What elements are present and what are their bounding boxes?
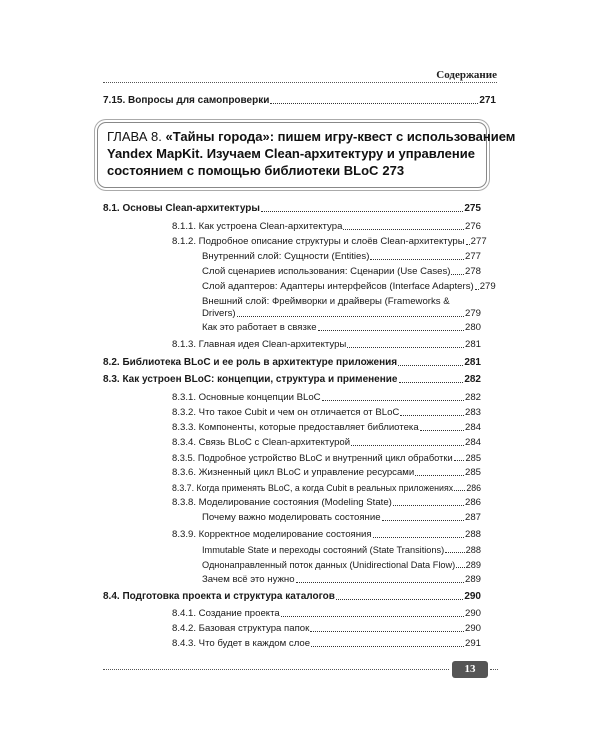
toc-entry-8-3-8[interactable]	[172, 497, 481, 509]
toc-entry-page: 290	[464, 623, 481, 634]
leader-dots	[347, 347, 464, 348]
leader-dots	[445, 552, 464, 553]
toc-entry-page: 290	[464, 591, 481, 602]
leader-dots	[400, 415, 464, 416]
toc-entry-8-4[interactable]	[103, 591, 481, 603]
leader-dots	[456, 567, 464, 568]
toc-entry-page: 289	[465, 560, 481, 570]
leader-dots	[296, 582, 464, 583]
toc-entry-title: 8.3.1. Основные концепции BLoC	[172, 392, 321, 403]
toc-entry-8-3[interactable]	[103, 374, 481, 386]
toc-entry-title: 8.3. Как устроен BLoC: концепции, структура и применение	[103, 374, 398, 385]
toc-entry-page: 277	[470, 236, 487, 247]
toc-entry-7-15[interactable]	[103, 95, 496, 107]
toc-entry-immutable-state[interactable]	[202, 544, 481, 556]
toc-entry-page: 276	[464, 221, 481, 232]
toc-entry-page: 279	[479, 281, 496, 292]
chapter-title-line3: состоянием с помощью библиотеки BLoC	[107, 163, 379, 178]
toc-entry-page: 275	[464, 203, 481, 214]
toc-entry-adapters[interactable]	[202, 281, 496, 293]
leader-dots	[370, 259, 464, 260]
leader-dots	[270, 103, 478, 104]
toc-entry-title: 8.1.2. Подробное описание структуры и слоёв Clean-архитектуры	[172, 236, 465, 247]
toc-entry-title: Слой адаптеров: Адаптеры интерфейсов (Interface Adapters)	[202, 281, 474, 292]
toc-entry-why-needed[interactable]	[202, 574, 481, 586]
toc-entry-8-4-2[interactable]	[172, 623, 481, 635]
leader-dots	[261, 211, 463, 212]
toc-entry-page: 282	[464, 374, 481, 385]
toc-entry-title: Однонаправленный поток данных (Unidirectional Data Flow)	[202, 560, 456, 570]
toc-entry-title-cont: Drivers)	[202, 308, 236, 319]
toc-entry-title: 8.3.6. Жизненный цикл BLoC и управление ресурсами	[172, 467, 415, 478]
toc-entry-8-1-1[interactable]	[172, 221, 481, 233]
leader-dots	[351, 445, 464, 446]
toc-entry-title: 8.3.3. Компоненты, которые предоставляет библиотека	[172, 422, 419, 433]
toc-entry-title: 8.4. Подготовка проекта и структура каталогов	[103, 591, 335, 602]
toc-entry-title: 8.4.1. Создание проекта	[172, 608, 280, 619]
leader-dots	[398, 365, 463, 366]
toc-entry-frameworks-line2[interactable]	[202, 308, 481, 320]
toc-entry-8-3-3[interactable]	[172, 422, 481, 434]
toc-entry-title: 8.3.5. Подробное устройство BLoC и внутренний цикл обработки	[172, 453, 453, 463]
leader-dots	[393, 505, 464, 506]
toc-entry-title: 8.3.2. Что такое Cubit и чем он отличается от BLoC	[172, 407, 400, 418]
chapter-8-heading[interactable]	[107, 128, 516, 179]
chapter-title-line2: Yandex MapKit. Изучаем Clean-архитектуру и управление	[107, 146, 475, 161]
toc-entry-page: 284	[464, 422, 481, 433]
toc-entry-inner-layer[interactable]	[202, 251, 481, 263]
toc-entry-title: 8.3.9. Корректное моделирование состояния	[172, 529, 372, 540]
leader-dots	[281, 616, 464, 617]
toc-entry-8-4-1[interactable]	[172, 608, 481, 620]
toc-entry-page: 283	[464, 407, 481, 418]
leader-dots	[466, 244, 470, 245]
toc-entry-8-3-5[interactable]	[172, 452, 481, 464]
toc-entry-page: 288	[465, 545, 481, 555]
toc-entry-page: 281	[464, 339, 481, 350]
toc-entry-8-3-1[interactable]	[172, 392, 481, 404]
toc-entry-page: 286	[466, 483, 481, 493]
leader-dots	[343, 229, 464, 230]
toc-entry-8-3-6[interactable]	[172, 467, 481, 479]
toc-entry-title: Внутренний слой: Сущности (Entities)	[202, 251, 370, 262]
toc-entry-title: 8.4.2. Базовая структура папок	[172, 623, 310, 634]
toc-entry-page: 286	[464, 497, 481, 508]
toc-entry-page: 285	[464, 467, 481, 478]
toc-entry-why-model-state[interactable]	[202, 512, 481, 524]
toc-entry-frameworks-line1[interactable]	[202, 296, 481, 308]
toc-entry-title: 8.1.3. Главная идея Clean-архитектуры	[172, 339, 347, 350]
toc-entry-title: 8.1. Основы Clean-архитектуры	[103, 203, 260, 214]
toc-entry-page: 284	[464, 437, 481, 448]
toc-entry-8-3-4[interactable]	[172, 437, 481, 449]
footer-divider-tail	[490, 669, 498, 670]
leader-dots	[373, 537, 464, 538]
toc-entry-title: Слой сценариев использования: Сценарии (Use Cases)	[202, 266, 451, 277]
chapter-prefix: ГЛАВА 8.	[107, 129, 166, 144]
running-head: Содержание	[436, 69, 497, 81]
leader-dots	[475, 289, 479, 290]
leader-dots	[382, 520, 464, 521]
leader-dots	[318, 330, 464, 331]
chapter-page: 273	[382, 163, 405, 178]
toc-entry-title: Immutable State и переходы состояний (State Transitions)	[202, 545, 445, 555]
toc-entry-page: 287	[464, 512, 481, 523]
toc-entry-page: 279	[464, 308, 481, 319]
chapter-title-line1: «Тайны города»: пишем игру-квест с использованием	[165, 129, 516, 144]
toc-entry-8-4-3[interactable]	[172, 638, 481, 650]
toc-entry-8-3-7[interactable]	[172, 482, 481, 494]
header-divider	[103, 82, 497, 83]
toc-entry-title: 8.4.3. Что будет в каждом слое	[172, 638, 311, 649]
toc-entry-title: Как это работает в связке	[202, 322, 317, 333]
toc-entry-title: Внешний слой: Фреймворки и драйверы (Frameworks &	[202, 296, 450, 307]
toc-entry-title: 8.3.4. Связь BLoC с Clean-архитектурой	[172, 437, 351, 448]
toc-entry-title: 8.2. Библиотека BLoC и ее роль в архитектуре приложения	[103, 357, 398, 368]
toc-entry-title: 8.3.8. Моделирование состояния (Modeling State)	[172, 497, 392, 508]
leader-dots	[451, 274, 464, 275]
toc-entry-how-it-works[interactable]	[202, 322, 481, 334]
toc-entry-use-cases[interactable]	[202, 266, 481, 278]
toc-entry-8-3-2[interactable]	[172, 407, 481, 419]
toc-entry-title: Почему важно моделировать состояние	[202, 512, 381, 523]
toc-entry-title: 7.15. Вопросы для самопроверки	[103, 95, 270, 106]
toc-entry-page: 290	[464, 608, 481, 619]
toc-entry-page: 281	[464, 357, 481, 368]
toc-entry-page: 280	[464, 322, 481, 333]
toc-entry-title: 8.3.7. Когда применять BLoC, а когда Cubit в реальных приложениях	[172, 483, 454, 493]
toc-entry-page: 288	[464, 529, 481, 540]
toc-entry-8-1-2[interactable]	[172, 236, 487, 248]
toc-entry-unidirectional-flow[interactable]	[202, 559, 481, 571]
toc-entry-page: 282	[464, 392, 481, 403]
toc-entry-title: Зачем всё это нужно	[202, 574, 295, 585]
leader-dots	[336, 599, 463, 600]
page-number: 13	[452, 661, 488, 678]
leader-dots	[311, 646, 464, 647]
toc-entry-page: 278	[464, 266, 481, 277]
toc-entry-8-2[interactable]	[103, 357, 481, 369]
leader-dots	[454, 490, 465, 491]
leader-dots	[420, 430, 464, 431]
toc-entry-title: 8.1.1. Как устроена Clean-архитектура	[172, 221, 343, 232]
toc-entry-8-1[interactable]	[103, 203, 481, 215]
toc-entry-page: 271	[479, 95, 496, 106]
leader-dots	[454, 460, 465, 461]
toc-entry-8-3-9[interactable]	[172, 529, 481, 541]
toc-entry-page: 291	[464, 638, 481, 649]
toc-entry-page: 277	[464, 251, 481, 262]
toc-entry-page: 289	[464, 574, 481, 585]
footer-divider	[103, 669, 449, 670]
leader-dots	[415, 475, 464, 476]
leader-dots	[310, 631, 464, 632]
leader-dots	[237, 316, 464, 317]
toc-entry-8-1-3[interactable]	[172, 339, 481, 351]
leader-dots	[399, 382, 464, 383]
leader-dots	[322, 400, 464, 401]
toc-entry-page: 285	[465, 453, 481, 463]
